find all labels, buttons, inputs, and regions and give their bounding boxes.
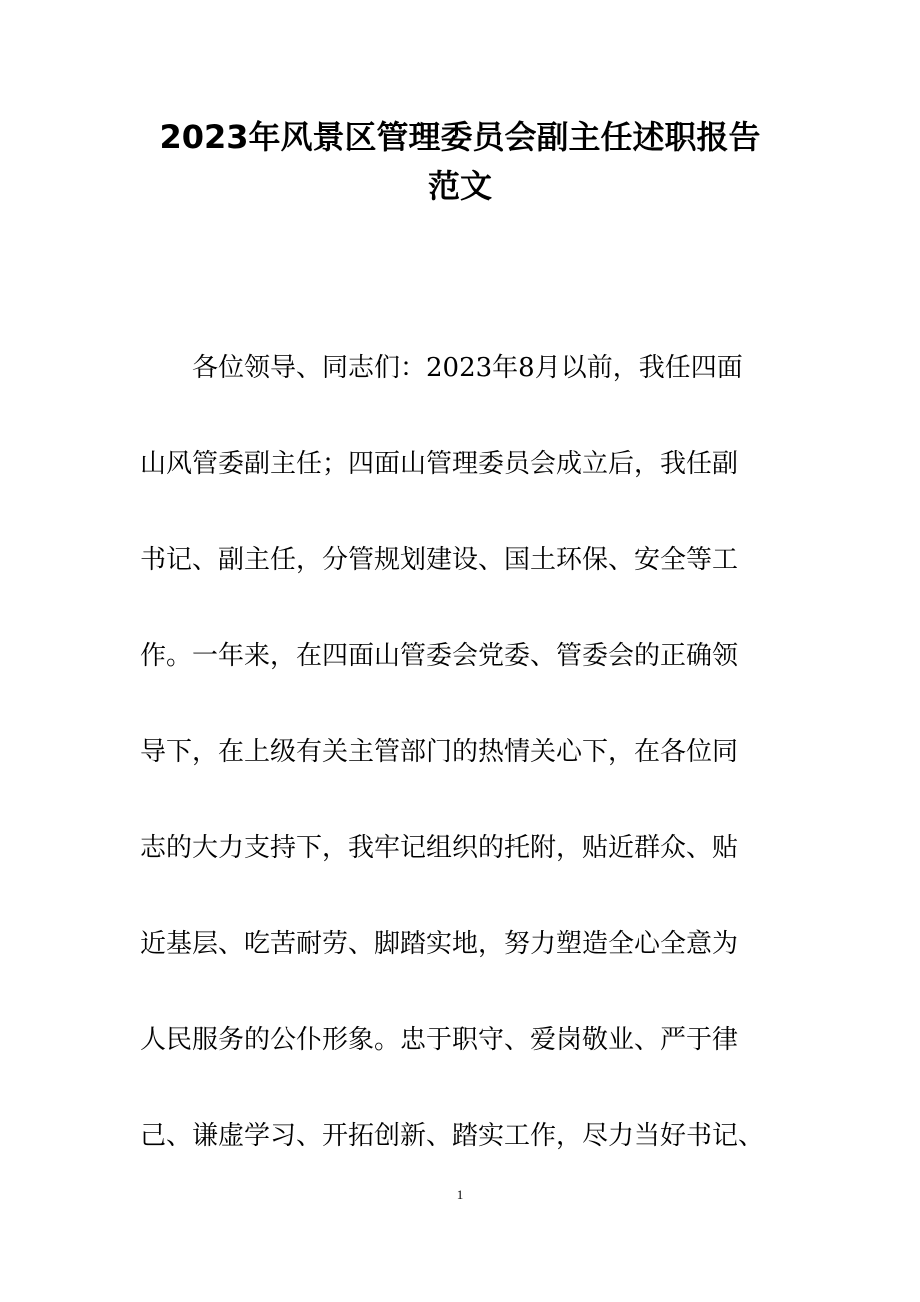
body-line: 近基层、吃苦耐劳、脚踏实地，努力塑造全心全意为 bbox=[140, 929, 739, 959]
body-line: 人民服务的公仆形象。忠于职守、爱岗敬业、严于律 bbox=[140, 1025, 739, 1055]
document-title-line-2: 范文 bbox=[427, 167, 492, 205]
body-line: 作。一年来，在四面山管委会党委、管委会的正确领 bbox=[140, 641, 739, 671]
body-line: 己、谦虚学习、开拓创新、踏实工作，尽力当好书记、 bbox=[140, 1121, 765, 1151]
body-line: 山风管委副主任；四面山管理委员会成立后，我任副 bbox=[140, 449, 739, 479]
body-line: 各位领导、同志们：2023年8月以前，我任四面 bbox=[192, 353, 743, 383]
document-body bbox=[140, 350, 820, 1214]
page-number: 1 bbox=[456, 1187, 464, 1202]
document-title-line-1: 2023年风景区管理委员会副主任述职报告 bbox=[159, 118, 761, 156]
body-line: 导下，在上级有关主管部门的热情关心下，在各位同 bbox=[140, 737, 739, 767]
body-line: 志的大力支持下，我牢记组织的托附，贴近群众、贴 bbox=[140, 833, 739, 863]
body-line: 书记、副主任，分管规划建设、国土环保、安全等工 bbox=[140, 545, 739, 575]
